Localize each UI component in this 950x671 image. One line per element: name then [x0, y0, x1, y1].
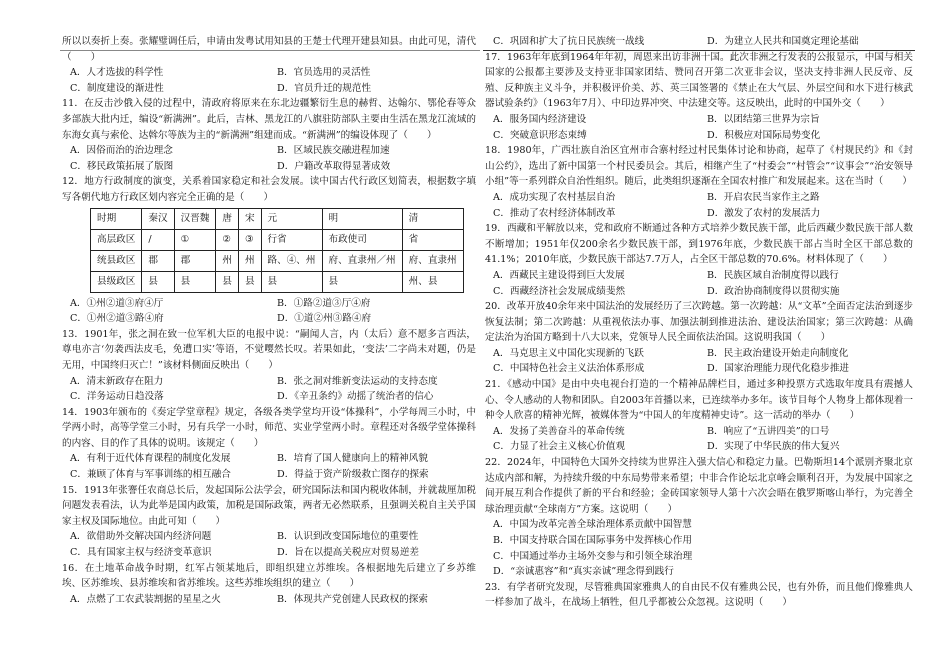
option-c[interactable]: C．中国通过举办主场外交参与和引领全球治理 [493, 550, 693, 562]
table-cell: 统县政区 [91, 250, 142, 271]
table-cell: 明 [322, 208, 402, 229]
option-b[interactable]: B．体现共产党创建人民政权的探索 [277, 593, 428, 605]
option-c[interactable]: C．力显了社会主义核心价值观 [493, 441, 626, 453]
table-row [91, 271, 464, 292]
table-cell: ② [216, 229, 239, 250]
option-list [485, 517, 913, 579]
option-list [62, 374, 476, 405]
table-cell: 元 [261, 208, 322, 229]
table-cell: 省 [402, 229, 463, 250]
table-cell: 布政使司 [322, 229, 402, 250]
question-23 [485, 580, 913, 611]
option-b[interactable]: B．民主政治建设开始走向制度化 [707, 347, 849, 359]
option-d[interactable]: D．国家治理能力现代化稳步推进 [707, 363, 850, 375]
option-d[interactable]: D．《辛丑条约》动摇了统治者的信心 [277, 391, 434, 403]
table-cell: 行省 [261, 229, 322, 250]
question-stem: 22．2024年，中国特色大国外交持续为世界注入强大信心和稳定力量。巴勒斯坦14个派别齐聚北京达成内部和解，为持续升级的中东局势带来希望；中非合作论坛北京峰会顺利召开，为发展中国家之间开展互利合作提供了新的平台和经验；金砖国家领导人第十六次会晤在俄罗斯喀山举行，为完善全球治理贡献“全球南方”方案。这说明（ ） [485, 457, 913, 515]
option-d[interactable]: D．实现了中华民族的伟大复兴 [707, 441, 840, 453]
option-b[interactable]: B．张之洞对维新变法运动的支持态度 [277, 375, 438, 387]
question-stem: 12．地方行政制度的演变，关系着国家稳定和社会发展。读中国古代行政区划简表，根据数字填写各朝代地方行政区划内容完全正确的是（ ） [62, 176, 476, 203]
table-cell: 州、县 [402, 271, 463, 292]
option-c[interactable]: C．具有国家主权与经济变革意识 [70, 547, 212, 559]
option-list [485, 268, 913, 299]
question-stem: 23．有学者研究发现，尽管雅典国家雅典人的自由民不仅有雅典公民，也有外侨，而且他们像雅典人一样参加了战斗，在战场上牺牲，但几乎都被公众忽视。这说明（ ） [485, 581, 913, 609]
table-cell: 高层政区 [91, 229, 142, 250]
table-cell: ③ [238, 229, 261, 250]
option-b[interactable]: B．响应了“五讲四美”的口号 [707, 425, 830, 437]
option-b[interactable]: B．民族区域自治制度得以践行 [707, 269, 839, 281]
left-column [62, 34, 476, 607]
table-cell: 州 [238, 250, 261, 271]
question-18 [485, 143, 913, 221]
option-a[interactable]: A．清末新政存在阻力 [70, 375, 164, 387]
question-16 [62, 561, 476, 608]
table-cell: 县 [261, 271, 322, 292]
option-list [62, 451, 476, 482]
question-21 [485, 377, 913, 455]
table-row [91, 229, 464, 250]
option-list [485, 190, 913, 221]
option-a[interactable]: A．西藏民主建设得到巨大发展 [493, 269, 625, 281]
option-b[interactable]: B．以团结第三世界为宗旨 [707, 113, 820, 125]
option-d[interactable]: D．为建立人民共和国奠定理论基础 [707, 36, 859, 47]
option-c[interactable]: C．兼顾了体育与军事训练的相互融合 [70, 469, 231, 481]
table-cell: 郡 [174, 250, 216, 271]
option-c[interactable]: C．突破意识形态束缚 [493, 129, 587, 141]
option-d[interactable]: D．官员升迁的规范性 [277, 82, 372, 94]
option-b[interactable]: B．官员选用的灵活性 [277, 67, 371, 79]
option-c[interactable]: C．洋务运动日趋没落 [70, 391, 164, 403]
table-cell: 路、④、州 [261, 250, 322, 271]
option-c[interactable]: C．移民政策拓展了版图 [70, 160, 174, 172]
table-cell: 清 [402, 208, 463, 229]
option-a[interactable]: A．马克思主义中国化实现新的飞跃 [493, 347, 644, 359]
option-a[interactable]: A．因俗而治的治边理念 [70, 145, 173, 157]
option-list [485, 346, 913, 377]
option-a[interactable]: A．发扬了美善奋斗的革命传统 [493, 425, 625, 437]
table-cell: 时期 [91, 208, 142, 229]
option-d[interactable]: D．得益于资产阶级救亡图存的探索 [277, 469, 429, 481]
option-a[interactable]: A．欲借助外交解决国内经济问题 [70, 531, 212, 543]
table-cell: 秦汉 [142, 208, 174, 229]
option-b[interactable]: B．区域民族交融进程加速 [277, 145, 390, 157]
question-16-tail [485, 34, 913, 50]
option-list [62, 592, 476, 608]
option-d[interactable]: D．政治协商制度得以贯彻实施 [707, 285, 840, 297]
option-c[interactable]: C．巩固和扩大了抗日民族统一战线 [493, 36, 645, 47]
option-list [485, 112, 913, 143]
option-b[interactable]: B．①路②道③厅④府 [277, 297, 371, 309]
question-stem: 11．在反击沙俄入侵的过程中，清政府将原来在东北边疆繁衍生息的赫哲、达翰尔、鄂伦春等众多部族大批内迁，编设“新满洲”。此后，吉林、黑龙江的八旗驻防部队主要由生活在黑龙江流域的东海女真与索伦、达斡尔等族为主的“新满洲”组建而成。“新满洲”的编设体现了（ ） [62, 98, 476, 141]
question-stem: 15．1913年张謇任农商总长后，发起国际公法学会，研究国际法和国内税收体制，并就裁厘加税问题发表看法，认为此举是国内政策，加税是国际政策，两者无必然联系，且强调关税自主关乎国家主权及国际地位。由此可知（ ） [62, 484, 476, 527]
option-a[interactable]: A．①州②道③府④厅 [70, 297, 164, 309]
right-column [485, 34, 913, 611]
question-12 [62, 174, 476, 326]
option-list [485, 34, 913, 50]
table-cell: 县 [142, 271, 174, 292]
table-cell: ① [174, 229, 216, 250]
option-list [62, 296, 476, 327]
question-17 [485, 50, 913, 144]
question-stem: 所以以奏折上奏。张耀璧调任后，申请由发粤试用知县的王楚士代理开建县知县。由此可见，清代（ ） [62, 36, 476, 63]
option-b[interactable]: B．培育了国人健康向上的精神风貌 [277, 453, 428, 465]
question-15 [62, 483, 476, 561]
option-d[interactable]: D．①道②州③路④府 [277, 313, 372, 325]
table-cell: 郡 [142, 250, 174, 271]
option-list [62, 529, 476, 560]
question-stem: 21．《感动中国》是由中央电视台打造的一个精神品牌栏目，通过多种投票方式选取年度具有震撼人心、令人感动的人物和团队。自2003年首播以来，已连续举办多年。该节目每个人物身上都体现着一种令人欣喜的精神光辉，被媒体誉为“中国人的年度精神史诗”。这一活动的举办（ ） [485, 379, 913, 422]
question-stem: 13．1901年，张之洞在致一位军机大臣的电报中说：“嗣闻人言，内（太后）意不愿多言西法，尊电亦言‘勿袭西法皮毛，免遭口实’等语，不觉嘤然长叹。若果如此，‘变法’二字尚未对题，仍是无用，中国终归灭亡！”该材料侧面反映出（ ） [62, 328, 476, 371]
question-19 [485, 221, 913, 299]
option-d[interactable]: D．激发了农村的发展活力 [707, 207, 821, 219]
question-14 [62, 405, 476, 483]
table-row [91, 250, 464, 271]
option-a[interactable]: A．成功实现了农村基层自治 [493, 191, 616, 203]
option-b[interactable]: B．认识到改变国际地位的重要性 [277, 531, 419, 543]
option-c[interactable]: C．①州②道③路④府 [70, 313, 164, 325]
option-list [62, 143, 476, 174]
option-a[interactable]: A．中国为改革完善全球治理体系贡献中国智慧 [493, 519, 692, 531]
option-c[interactable]: C．推动了农村经济体制改革 [493, 207, 616, 219]
table-cell: / [142, 229, 174, 250]
option-b[interactable]: B．中国支持联合国在国际事务中发挥核心作用 [493, 535, 692, 546]
question-stem: 16．在土地革命战争时期，红军占领某地后，即组织建立苏维埃。各根据地先后建立了乡苏维埃、区苏维埃、县苏维埃和省苏维埃。这些苏维埃组织的建立（ ） [62, 562, 476, 590]
question-10-tail [62, 34, 476, 96]
option-d[interactable]: D．旨在以提高关税应对贸易逆差 [277, 547, 420, 559]
admin-division-table [90, 208, 464, 293]
option-a[interactable]: A．人才选拔的科学性 [70, 67, 164, 79]
table-cell: 唐 [216, 208, 239, 229]
table-row [91, 208, 464, 229]
table-cell: 县 [238, 271, 261, 292]
option-d[interactable]: D．“亲诚惠容”和“真实亲诚”理念得到践行 [493, 566, 674, 578]
table-cell: 府、直隶州／州 [322, 250, 402, 271]
option-b[interactable]: B．开启农民当家作主之路 [707, 191, 820, 203]
option-d[interactable]: D．户籍改革取得显著成效 [277, 160, 391, 172]
table-cell: 县 [174, 271, 216, 292]
question-22 [485, 455, 913, 580]
option-d[interactable]: D．积极应对国际局势变化 [707, 129, 821, 141]
option-list [62, 65, 476, 96]
option-list [485, 424, 913, 455]
table-cell: 宋 [238, 208, 261, 229]
table-cell: 府、直隶州 [402, 250, 463, 271]
question-13 [62, 327, 476, 405]
table-cell: 县级政区 [91, 271, 142, 292]
table-cell: 州 [216, 250, 239, 271]
option-c[interactable]: C．中国特色社会主义法治体系形成 [493, 363, 645, 375]
option-c[interactable]: C．西藏经济社会发展成绩斐然 [493, 285, 626, 297]
question-stem: 20．改革开放40余年来中国法治的发展经历了三次跨越。第一次跨越：从“文革”全面否定法治到逐步恢复法制；第二次跨越：从重视依法办事、加强法制到推进法治、建设法治国家；第三次跨越：从确定法治为治国方略到十八大以来，党领导人民全面依法治国。这说明我国（ ） [485, 301, 913, 344]
table-cell: 县 [216, 271, 239, 292]
question-stem: 14．1903年颁布的《奏定学堂章程》规定，各级各类学堂均开设“体操科”，小学每周三小时，中学两小时，高等学堂三小时，另有兵学一小时，师范、实业学堂两小时。章程还对各级学堂体操科的内容、目的作了具体的说明。该规定（ ） [62, 406, 476, 449]
question-20 [485, 299, 913, 377]
table-cell: 汉晋魏 [174, 208, 216, 229]
option-a[interactable]: A．点燃了工农武装割据的星星之火 [70, 593, 221, 605]
question-stem: 17．1963年年底到1964年年初，周恩来出访非洲十国。此次非洲之行发表的公报显示，中国与相关国家的公报都主要涉及支持亚非国家团结、赞同召开第二次亚非会议，坚决支持非洲人民反帝、反殖、反种族主义斗争，并积极评价美、苏、英三国签署的《禁止在大气层、外层空间和水下进行核武器试验条约》（1963年7月）、中印边界冲突、中法建交等。这反映出，此时的中国外交（ ） [485, 51, 913, 110]
option-c[interactable]: C．制度建设的渐进性 [70, 82, 164, 94]
question-stem: 19．西藏和平解放以来，党和政府不断通过各种方式培养少数民族干部，此后西藏少数民族干部人数不断增加；1951年仅200余名少数民族干部，到1976年底，少数民族干部占当时全区干部总数的41.1%；2010年底，少数民族干部达7.7万人，占全区干部总数的70.6%。材料体现了（ ） [485, 223, 913, 266]
question-stem: 18．1980年，广西壮族自治区宜州市合寨村经过村民集体讨论和协商，起草了《村规民约》和《封山公约》，选出了新中国第一个村民委员会。其后，相继产生了“村委会”“村管会”“议事会”“治安领导小组”等一系列群众自治性组织。随后，此类组织逐渐在全国农村推广和发展起来。这在当时（ ） [485, 145, 913, 188]
option-a[interactable]: A．有利于近代体育课程的制度化发展 [70, 453, 231, 465]
table-cell: 县 [322, 271, 402, 292]
option-a[interactable]: A．服务国内经济建设 [493, 113, 587, 125]
question-11 [62, 96, 476, 174]
